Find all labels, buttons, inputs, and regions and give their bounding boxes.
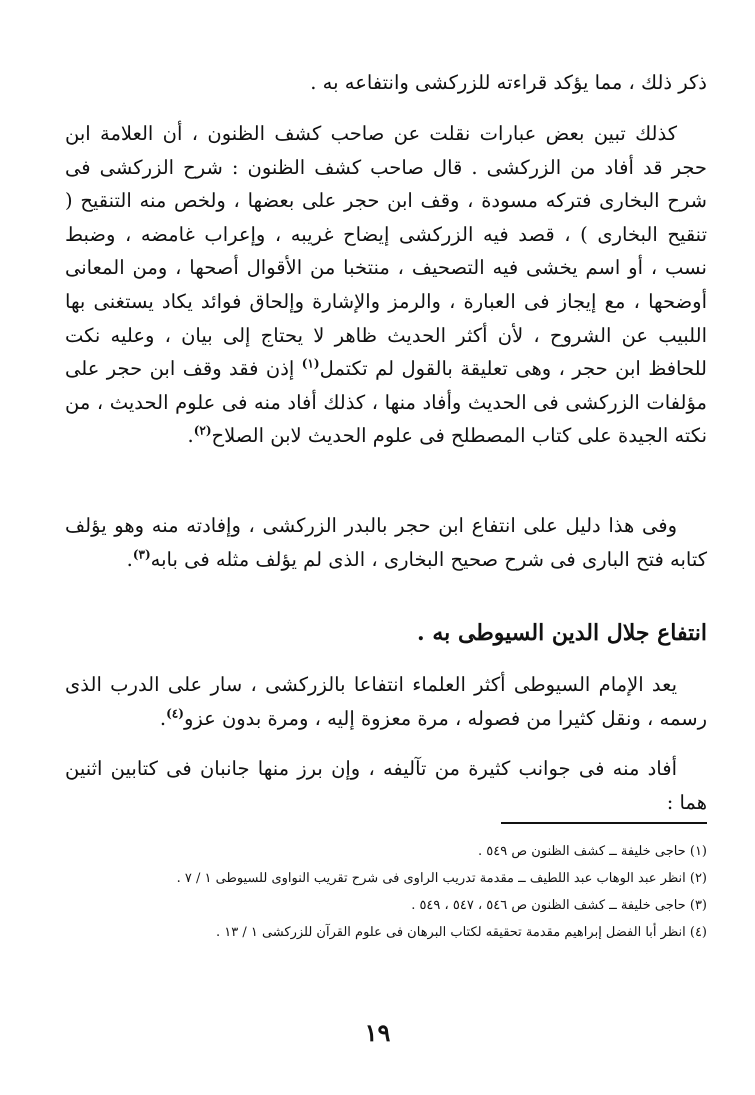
footnote-ref-2: (٢): [193, 423, 212, 438]
paragraph-text: كذلك تبين بعض عبارات نقلت عن صاحب كشف الظنون ، أن العلامة ابن حجر قد أفاد من الزركشى . قال صاحب كشف الظنون : شرح الزركشى فى شرح البخارى فتركه مسودة ، وقف ابن حجر على بعضها ، ولخص منه التنقيح ( تنقيح البخارى ) ، قصد فيه الزركشى إيضاح غريبه ، وإعراب غامضه ، وضبط نسب ، أو اسم يخشى فيه التصحيف ، منتخبا من الأقوال أصحها ، ومن المعانى أوضحها ، مع إيجاز فى العبارة ، والرمز والإشارة وإلحاق فوائد يكاد يستغنى بها اللبيب عن الشروح ، لأن أكثر الحديث ظاهر لا يحتاج إلى بيان ، وعليه نكت للحافظ ابن حجر ، وهى تعليقة بالقول لم تكتمل: [65, 122, 707, 381]
paragraph-evidence: [65, 509, 707, 576]
footnote-ref-3: (٣): [132, 547, 151, 562]
footnotes-list: [65, 838, 707, 946]
footnote-separator: [501, 822, 707, 824]
paragraph-text: .: [187, 424, 194, 448]
paragraph-suyuti: [65, 668, 707, 735]
footnote-2: (٢) انظر عبد الوهاب عبد اللطيف ــ مقدمة تدريب الراوى فى شرح تقريب النواوى للسيوطى ١ / ٧ .: [176, 871, 707, 886]
paragraph-continuation: ذكر ذلك ، مما يؤكد قراءته للزركشى وانتفاعه به .: [310, 71, 707, 94]
paragraph-ibn-hajar: [65, 117, 707, 453]
footnote-ref-4: (٤): [166, 706, 184, 721]
paragraph-text: .: [159, 706, 167, 730]
footnote-4: (٤) انظر أبا الفضل إبراهيم مقدمة تحقيقه لكتاب البرهان فى علوم القرآن للزركشى ١ / ١٣ .: [215, 925, 707, 940]
section-heading: انتفاع جلال الدين السيوطى به .: [417, 620, 707, 646]
footnote-ref-1: (١): [301, 356, 320, 371]
paragraph-text: إذن فقد وقف ابن حجر على مؤلفات الزركشى فى الحديث وأفاد منها ، كذلك أفاد منه فى علوم الحديث ، من نكته الجيدة على كتاب المصطلح فى علوم الحديث لابن الصلاح: [65, 357, 707, 448]
paragraph-text: .: [126, 547, 133, 571]
page-number: ١٩: [364, 1018, 391, 1047]
footnote-1: (١) حاجى خليفة ــ كشف الظنون ص ٥٤٩ .: [478, 844, 707, 859]
footnote-3: (٣) حاجى خليفة ــ كشف الظنون ص ٥٤٦ ، ٥٤٧ ، ٥٤٩ .: [411, 898, 707, 913]
paragraph-text: يعد الإمام السيوطى أكثر العلماء انتفاعا بالزركشى ، سار على الدرب الذى رسمه ، ونقل كثيرا من فصوله ، مرة معزوة إليه ، ومرة بدون عزو: [65, 673, 707, 730]
paragraph-two-books: أفاد منه فى جوانب كثيرة من تآليفه ، وإن برز منها جانبان فى كتابين اثنين هما :: [65, 757, 707, 814]
paragraph-text: وفى هذا دليل على انتفاع ابن حجر بالبدر الزركشى ، وإفادته منه وهو يؤلف كتابه فتح البارى فى شرح صحيح البخارى ، الذى لم يؤلف مثله فى بابه: [65, 514, 707, 571]
